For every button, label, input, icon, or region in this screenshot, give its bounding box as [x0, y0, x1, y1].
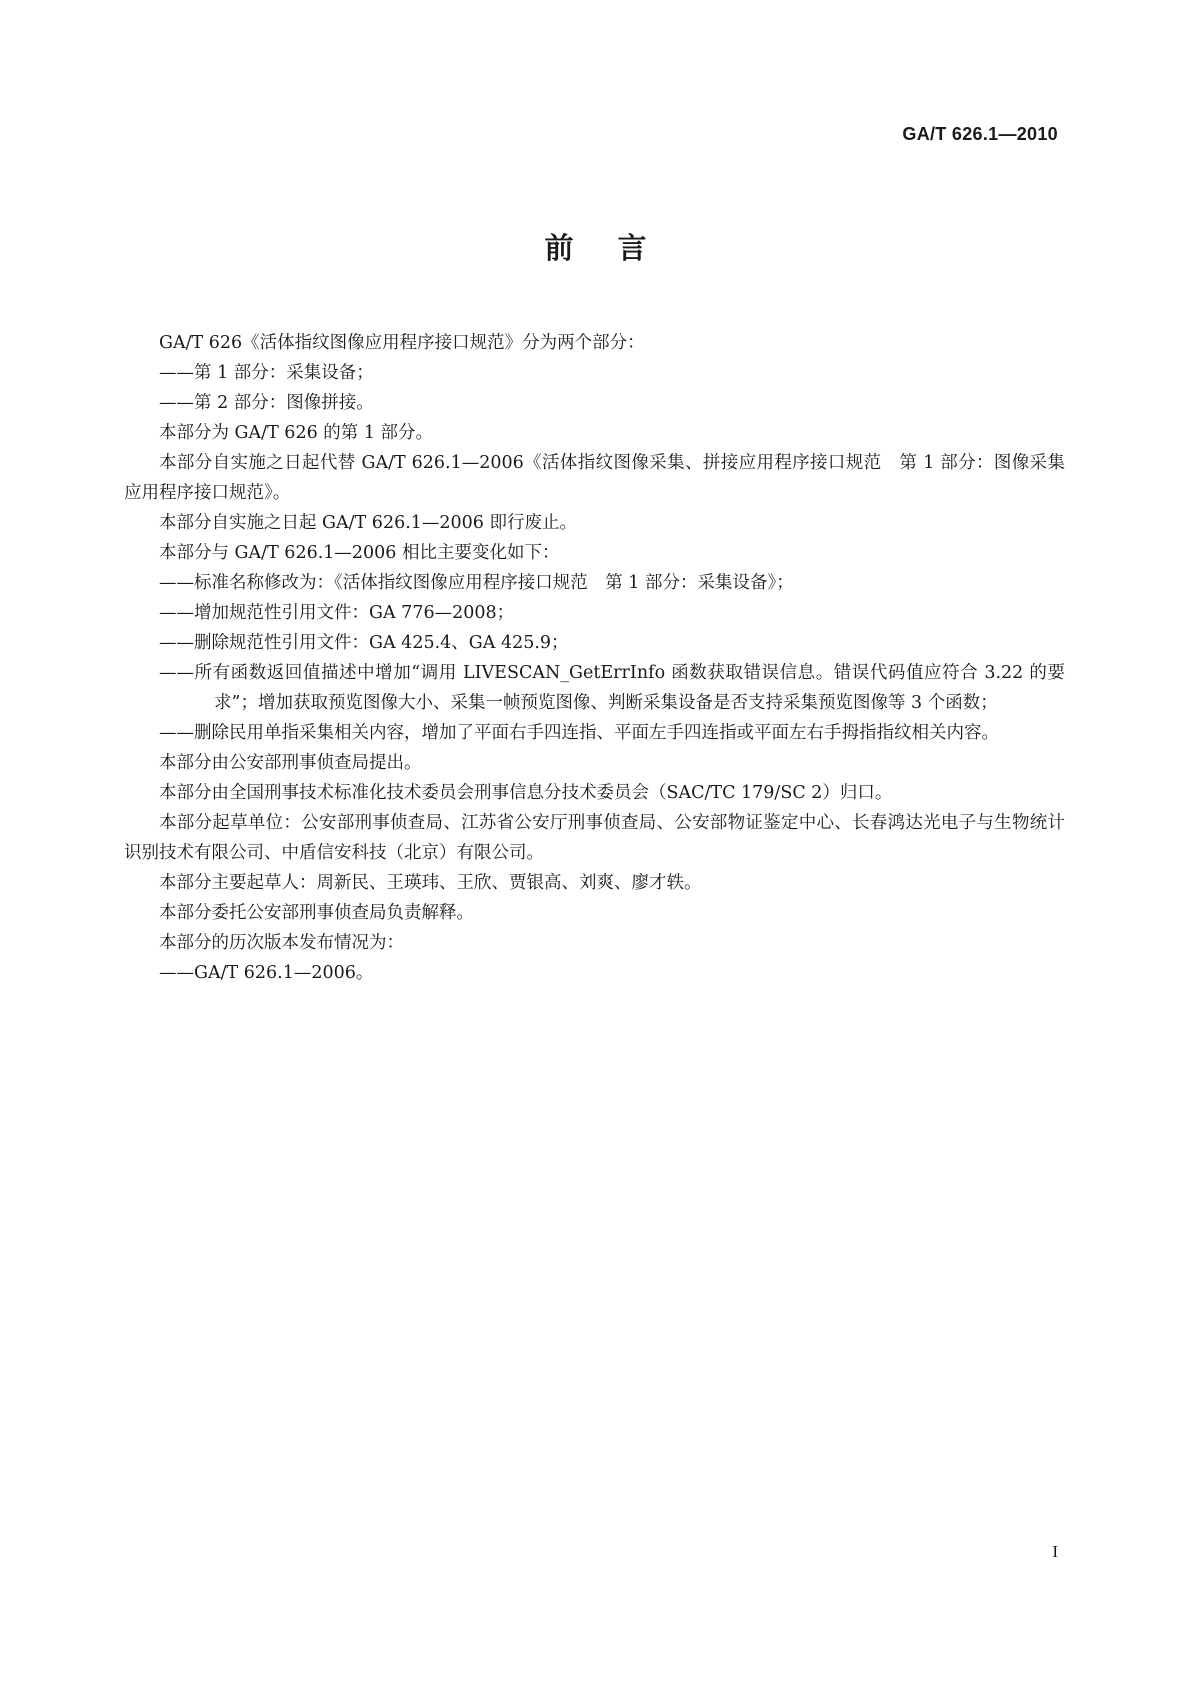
paragraph: 本部分的历次版本发布情况为： — [159, 933, 404, 953]
paragraph: 本部分自实施之日起 GA/T 626.1—2006 即行废止。 — [159, 513, 578, 533]
paragraph: 本部分委托公安部刑事侦查局负责解释。 — [159, 903, 474, 923]
list-item: ——删除民用单指采集相关内容，增加了平面右手四连指、平面左手四连指或平面左右手拇指指纹相关内容。 — [159, 723, 999, 743]
paragraph: 本部分为 GA/T 626 的第 1 部分。 — [159, 423, 434, 443]
paragraph: 本部分起草单位：公安部刑事侦查局、江苏省公安厅刑事侦查局、公安部物证鉴定中心、长春鸿达光电子与生物统计识别技术有限公司、中盾信安科技（北京）有限公司。 — [124, 813, 1065, 863]
paragraph: GA/T 626《活体指纹图像应用程序接口规范》分为两个部分： — [159, 333, 645, 353]
list-item: ——GA/T 626.1—2006。 — [159, 963, 374, 983]
list-item: ——所有函数返回值描述中增加“调用 LIVESCAN_GetErrInfo 函数获取错误信息。错误代码值应符合 3.22 的要求”；增加获取预览图像大小、采集一帧预览图像、判断采集设备是否支持采集预览图像等 3 个函数； — [159, 663, 1065, 713]
list-item: ——第 1 部分：采集设备； — [159, 363, 374, 383]
standard-number: GA/T 626.1—2010 — [902, 124, 1058, 144]
list-item: ——增加规范性引用文件：GA 776—2008； — [159, 603, 515, 623]
document-body — [124, 328, 1065, 988]
paragraph: 本部分由公安部刑事侦查局提出。 — [159, 753, 422, 773]
paragraph: 本部分由全国刑事技术标准化技术委员会刑事信息分技术委员会（SAC/TC 179/SC 2）归口。 — [159, 783, 893, 803]
paragraph: 本部分主要起草人：周新民、王瑛玮、王欣、贾银高、刘爽、廖才轶。 — [159, 873, 702, 893]
list-item: ——删除规范性引用文件：GA 425.4、GA 425.9； — [159, 633, 569, 653]
list-item: ——标准名称修改为：《活体指纹图像应用程序接口规范 第 1 部分：采集设备》； — [159, 573, 794, 593]
page-number: I — [1052, 1542, 1058, 1561]
paragraph: 本部分与 GA/T 626.1—2006 相比主要变化如下： — [159, 543, 560, 563]
page-title: 前言 — [544, 231, 691, 265]
paragraph: 本部分自实施之日起代替 GA/T 626.1—2006《活体指纹图像采集、拼接应用程序接口规范 第 1 部分：图像采集应用程序接口规范》。 — [124, 453, 1065, 503]
list-item: ——第 2 部分：图像拼接。 — [159, 393, 374, 413]
